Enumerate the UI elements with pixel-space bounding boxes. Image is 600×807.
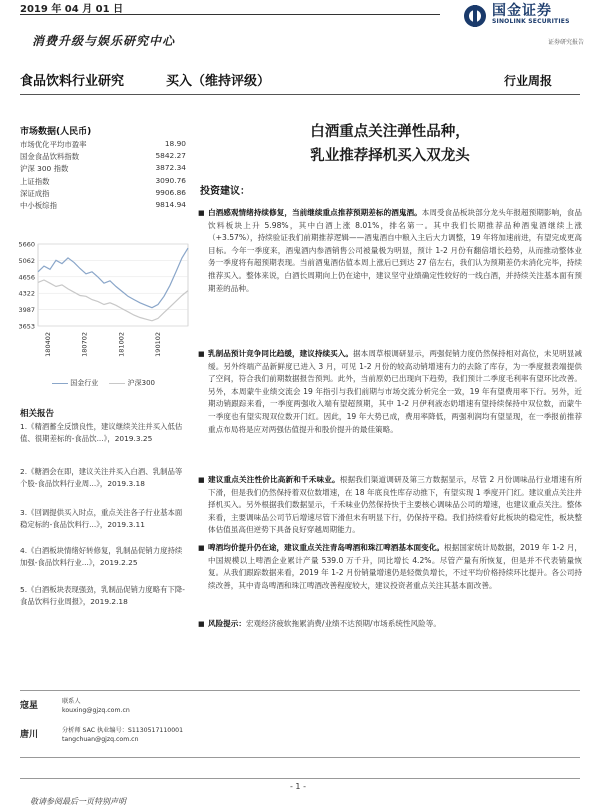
analyst-name: 唐川 [20, 730, 39, 740]
analyst-name: 寇星 [20, 701, 39, 711]
chart-x-tick-label: 181002 [117, 332, 126, 357]
market-data-value: 3872.34 [155, 163, 186, 172]
market-trend-chart [14, 238, 192, 378]
legend-swatch-hs300 [109, 383, 125, 384]
advice-bullet-dairy [208, 348, 582, 436]
market-data-value: 5842.27 [155, 151, 186, 160]
market-data-label: 沪深 300 指数 [20, 164, 69, 173]
related-reports-title: 相关报告 [20, 409, 55, 419]
report-type: 行业周报 [504, 74, 553, 88]
advice-bullet-condiment [208, 474, 582, 537]
research-center-name: 消费升级与娱乐研究中心 [32, 34, 176, 48]
analyst-email[interactable]: kouxing@gjzq.com.cn [62, 707, 130, 714]
market-data-row [20, 139, 186, 150]
chart-legend [52, 378, 155, 388]
analyst-role: 分析师 SAC 执业编号：S1130517110001 [62, 727, 184, 734]
legend-swatch-industry [52, 383, 68, 384]
chart-y-tick-label: 4656 [18, 273, 35, 282]
chart-y-tick-label: 4322 [18, 289, 35, 298]
investment-advice-title: 投资建议： [200, 186, 250, 197]
page-number: - 1 - [290, 782, 306, 791]
market-data-row [20, 200, 186, 211]
analyst-info [62, 697, 130, 715]
market-data-row [20, 188, 186, 199]
bullet-body: 根据我们渠道调研及第三方数据显示，尽管 2 月份调味品行业增速有所下滑，但是我们仍然保持着双位数增速，在 18 年底良性库存动推下，有望实现 1 季度开门红。建议重点关注并择机买入。另外根据我们数据显示，千禾味业仍然保持快于主要核心调味品公司的增速，也建议重点关注。整体来看，主要调味品公司节后增速尽管下滑但未有明显下行，仍保持平稳。我们持续看好此板块的稳定性，板块整体估值虽高但逆势下具备良好穿越周期能力。 [208, 475, 583, 535]
related-report-item[interactable]: 3.《回调提供买入时点，重点关注各子行业基本面稳定标的-食品饮料行...》，2019.3.11 [20, 508, 183, 529]
top-rule [20, 14, 440, 15]
analyst-divider-top [20, 690, 580, 691]
legend-label-industry: 国金行业 [70, 379, 99, 387]
headline-line-1: 白酒重点关注弹性品种， [310, 124, 470, 140]
disclaimer-note: 敬请参阅最后一页特别声明 [30, 797, 126, 806]
market-data-value: 9906.86 [155, 188, 186, 197]
footer-divider [20, 778, 580, 779]
headline-line-2: 乳业推荐择机买入双龙头 [310, 148, 470, 164]
market-data-label: 国金食品饮料指数 [20, 152, 80, 161]
bullet-body: 据本周草根调研显示，两强促销力度仍然保持相对高位，未见明显减缓。另外终端产品新鲜度已进入 3 月，可见 1-2 月份的较高动销增速有力的去除了库存，为一季度报表端提供了空间，符合我们前期数据报告预判。此外，当前原奶已出现向下趋势，我们预计二季度毛利率有望环比改善。另外，本周蒙牛业绩交流会 19 年指引与我们前期与市场交流分析完全一致，19 年有望费用率下行。另外，近期动销跟踪来看，一季度两强收入端有望超预期，其中 1-2 月伊利液态奶增速有望持续保持中双位数，而蒙牛一季度也有望实现双位数开门红。因此，19 年大势已成，费用率降低，两强利润均有望显现，在一季报前推荐重点布局将是应对两强估值提升和股价提升的最佳策略。 [208, 349, 583, 434]
industry-name: 食品饮料行业研究 [20, 74, 125, 89]
market-data-value: 9814.94 [155, 200, 186, 209]
analyst-role: 联系人 [62, 698, 81, 705]
related-report-item[interactable]: 1.《精酒蓄全反馈良性，建议继续关注并买入低估值、很期差标的-食品饮...》，2019.3.25 [20, 422, 183, 443]
market-data-value: 3090.76 [155, 176, 186, 185]
market-data-row [20, 151, 186, 162]
bullet-body: 根据国家统计局数据，2019 年 1-2 月，中国规模以上啤酒企业累计产量 539.0 万千升，同比增长 4.2%。尽管产量有所恢复，但是并不代表销量恢复。从我们跟踪数据来看，2019 年 1-2 月份销量增速仍是轻微负增长，不过平均价格持续环比提升。各公司持续改善，其中青岛啤酒和珠江啤酒改善程度较大，建议投资者重点关注其基本面改善。 [208, 543, 582, 590]
analyst-email[interactable]: tangchuan@gjzq.com.cn [62, 736, 139, 743]
chart-x-tick-label: 190102 [154, 332, 162, 357]
market-data-label: 上证指数 [20, 177, 50, 186]
market-data-label: 中小板综指 [20, 201, 57, 210]
bullet-lead: 风险提示： [208, 619, 246, 628]
chart-y-tick-label: 3653 [18, 322, 35, 331]
rating-badge: 买入（维持评级） [166, 74, 271, 89]
bullet-lead: 啤酒均价提升仍在途，建议重点关注青岛啤酒和珠江啤酒基本面变化。 [208, 543, 445, 552]
logo-name-en: SINOLINK SECURITIES [492, 18, 570, 25]
chart-x-tick-label: 180702 [80, 332, 89, 357]
related-report-item[interactable]: 4.《白酒板块情绪好转修复，乳制品促销力度持续加强-食品饮料行业...》，2019.2.25 [20, 546, 183, 567]
chart-x-tick-label: 180402 [44, 332, 52, 357]
advice-bullet-beer [208, 542, 582, 592]
bullet-body: 宏观经济疲软拖累消费/业绩不达预期/市场系统性风险等。 [245, 619, 441, 628]
report-headline [200, 120, 580, 168]
bullet-lead: 白酒感观情绪持续修复，当前继续重点推荐预期差标的酒鬼酒。 [208, 208, 422, 217]
market-data-row [20, 176, 186, 187]
chart-y-tick-label: 3987 [18, 306, 35, 315]
bullet-body: 本周受食品板块部分龙头年报超预期影响，食品饮料板块上升 5.98%，其中白酒上涨 8.01%，排名第一。其中我们长期推荐品种酒鬼酒继续上涨（+3.57%），持续验证我们前期推荐逻辑——酒鬼酒自中粮入主后大力调整，19 年将加速前进，有望完成更高目标。今年一季度来，酒鬼酒内参酒销售公司被量极为明显，预计 1-2 月份有翻倍增长趋势，从而推动整体业务一季度将有超预期表现。当前酒鬼酒估值本周上涨后已到达 27 倍左右，我们认为预期差仍未消化完毕，持续推荐买入。整体来说，白酒长周期向上仍在途中，建议坚守业绩确定性较好的一线白酒，并持续关注基本面有预期差的品种。 [208, 208, 582, 293]
advice-bullet-baijiu [208, 207, 582, 295]
bullet-lead: 乳制品预计竞争同比趋缓，建议持续买入。 [208, 349, 354, 358]
related-report-item[interactable]: 2.《糖酒会在即，建议关注并买入白酒、乳制品等个股-食品饮料行业周...》，2019.3.18 [20, 467, 183, 488]
report-date: 2019 年 04 月 01 日 [20, 4, 124, 15]
related-report-item[interactable]: 5.《白酒板块表现强劲，乳制品促销力度略有下降-食品饮料行业周报》，2019.2.18 [20, 585, 185, 606]
market-data-value: 18.90 [164, 139, 186, 148]
market-data-label: 市场优化平均市盈率 [20, 140, 87, 149]
logo-emblem-icon [464, 5, 486, 27]
header-divider [20, 94, 580, 95]
chart-y-tick-label: 5660 [18, 240, 35, 249]
logo-subtitle: 证券研究报告 [548, 39, 585, 46]
analyst-divider-bottom [20, 757, 580, 758]
analyst-info [62, 726, 183, 744]
market-data-title: 市场数据(人民币) [20, 127, 92, 137]
market-data-label: 深证成指 [20, 189, 50, 198]
advice-bullet-risk [208, 618, 582, 631]
chart-y-tick-label: 5062 [18, 256, 35, 265]
logo-name-cn: 国金证券 [492, 3, 552, 19]
market-data-row [20, 163, 186, 174]
bullet-lead: 建议重点关注性价比高新和千禾味业。 [208, 475, 340, 484]
legend-label-hs300: 沪深300 [127, 379, 155, 387]
